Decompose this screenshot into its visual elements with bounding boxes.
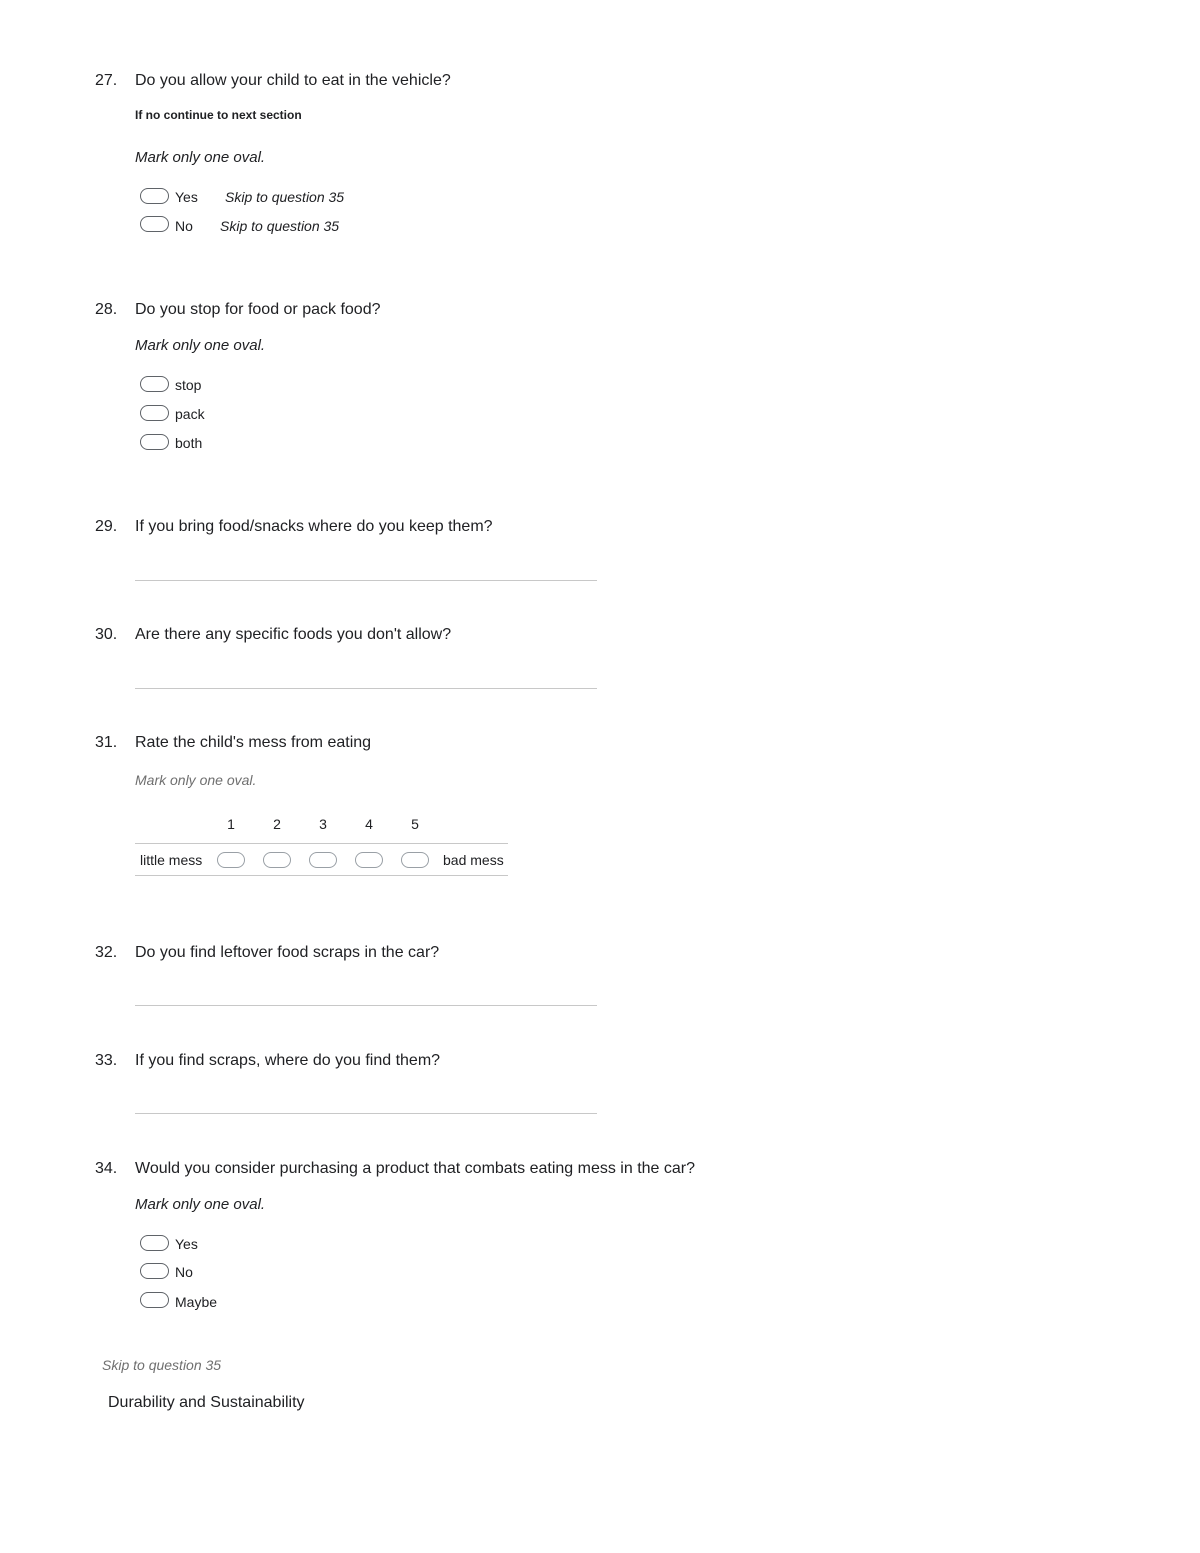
scale-number-1: 1: [227, 816, 235, 832]
scale-divider: [135, 843, 508, 844]
question-number: 29.: [95, 518, 118, 535]
skip-note: Skip to question 35: [220, 218, 340, 234]
option-label: pack: [175, 406, 205, 422]
scale-oval-2[interactable]: [263, 852, 291, 868]
radio-oval[interactable]: [140, 1235, 169, 1251]
option-label: No: [175, 218, 193, 234]
radio-oval[interactable]: [140, 1292, 169, 1308]
short-answer-field[interactable]: [135, 1113, 597, 1114]
scale-oval-3[interactable]: [309, 852, 337, 868]
option-label: No: [175, 1264, 193, 1280]
question-title: If you find scraps, where do you find them?: [135, 1052, 441, 1069]
question-title: Do you stop for food or pack food?: [135, 301, 381, 318]
mark-instruction: Mark only one oval.: [135, 337, 266, 354]
question-number: 31.: [95, 734, 118, 751]
radio-oval[interactable]: [140, 188, 169, 204]
question-title: Are there any specific foods you don't allow?: [135, 626, 452, 643]
mark-instruction: Mark only one oval.: [135, 772, 257, 788]
scale-number-3: 3: [319, 816, 327, 832]
question-number: 28.: [95, 301, 118, 318]
scale-oval-4[interactable]: [355, 852, 383, 868]
scale-divider: [135, 875, 508, 876]
question-title: Would you consider purchasing a product that combats eating mess in the car?: [135, 1160, 696, 1177]
mark-instruction: Mark only one oval.: [135, 149, 266, 166]
question-help-text: If no continue to next section: [135, 108, 302, 122]
question-number: 27.: [95, 72, 118, 89]
short-answer-field[interactable]: [135, 580, 597, 581]
question-number: 30.: [95, 626, 118, 643]
section-title: Durability and Sustainability: [108, 1394, 305, 1411]
question-number: 33.: [95, 1052, 118, 1069]
mark-instruction: Mark only one oval.: [135, 1196, 266, 1213]
scale-high-label: bad mess: [443, 852, 504, 868]
scale-number-4: 4: [365, 816, 373, 832]
question-title: Do you allow your child to eat in the vehicle?: [135, 72, 451, 89]
radio-oval[interactable]: [140, 1263, 169, 1279]
option-label: Yes: [175, 189, 198, 205]
radio-oval[interactable]: [140, 434, 169, 450]
scale-low-label: little mess: [140, 852, 203, 868]
skip-note: Skip to question 35: [102, 1357, 222, 1373]
scale-number-5: 5: [411, 816, 419, 832]
skip-note: Skip to question 35: [225, 189, 345, 205]
scale-oval-1[interactable]: [217, 852, 245, 868]
short-answer-field[interactable]: [135, 1005, 597, 1006]
question-number: 34.: [95, 1160, 118, 1177]
option-label: stop: [175, 377, 202, 393]
scale-oval-5[interactable]: [401, 852, 429, 868]
option-label: both: [175, 435, 203, 451]
radio-oval[interactable]: [140, 376, 169, 392]
scale-number-2: 2: [273, 816, 281, 832]
option-label: Yes: [175, 1236, 198, 1252]
radio-oval[interactable]: [140, 216, 169, 232]
question-title: Do you find leftover food scraps in the car?: [135, 944, 440, 961]
radio-oval[interactable]: [140, 405, 169, 421]
question-number: 32.: [95, 944, 118, 961]
option-label: Maybe: [175, 1294, 218, 1310]
question-title: If you bring food/snacks where do you keep them?: [135, 518, 493, 535]
question-title: Rate the child's mess from eating: [135, 734, 372, 751]
short-answer-field[interactable]: [135, 688, 597, 689]
